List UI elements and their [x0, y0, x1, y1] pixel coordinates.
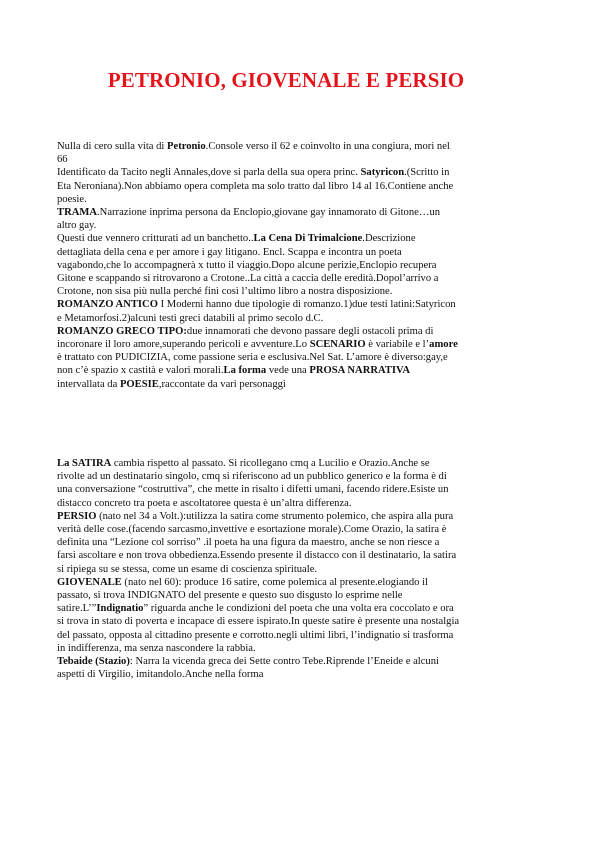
text-line — [57, 351, 543, 364]
text-line — [57, 285, 543, 298]
text-line — [57, 232, 543, 245]
section-satira — [57, 457, 543, 681]
text-run: definita una “Lezione col sorriso” .il poeta ha una figura da maestro, anche se non riesce a — [57, 537, 440, 549]
text-run: Eta Neroniana).Non abbiamo opera completa ma solo tratto dal libro 14 al 16.Contiene anche — [57, 180, 454, 192]
text-run: passato, si trova INDIGNATO del presente e questo suo disgusto lo esprime nelle — [57, 590, 403, 602]
text-run: satire.L’” — [57, 603, 97, 615]
text-run: ” riguarda anche le condizioni del poeta che una volta era coccolato e ora — [143, 603, 454, 615]
text-line — [57, 298, 543, 311]
text-run: e Metamorfosi.2)alcuni testi greci databili al primo secolo d.C. — [57, 312, 324, 324]
text-line — [57, 193, 543, 206]
text-line — [57, 497, 543, 510]
text-line — [57, 153, 543, 166]
text-run: distacco concreto tra poeta e ascoltatoree questa è un’altra differenza. — [57, 497, 352, 509]
text-run: Identificato da Tacito negli Annales,dove si parla della sua opera princ. — [57, 167, 361, 179]
section-petronio-romanzo — [57, 140, 543, 391]
text-line — [57, 510, 543, 523]
text-line — [57, 668, 543, 681]
bold-text-run: SCENARIO — [309, 339, 366, 351]
text-run: si trova in stato di poverta e incapace di essere ispirato.In queste satire è presente una nostalgia — [57, 616, 460, 628]
text-line — [57, 576, 543, 589]
text-line — [57, 470, 543, 483]
text-line — [57, 378, 543, 391]
text-run: incoronare il loro amore,superando pericoli e avventure.Lo — [57, 339, 310, 351]
text-run: I Moderni hanno due tipologie di romanzo.1)due testi latini:Satyricon — [157, 299, 456, 311]
text-run: (nato nel 34 a Volt.):utilizza la satira come strumento polemico, che aspira alla pura — [96, 510, 454, 522]
bold-text-run: TRAMA — [57, 207, 98, 219]
text-run: non c’è spazio x castità e valori morali. — [57, 365, 224, 377]
text-line — [57, 246, 543, 259]
page-title: PETRONIO, GIOVENALE E PERSIO — [107, 68, 465, 92]
bold-text-run: La forma — [223, 365, 267, 377]
text-run: .Console verso il 62 e coinvolto in una congiura, morì nel — [205, 141, 450, 152]
text-line — [57, 166, 543, 179]
text-run: verità delle cose.(facendo sarcasmo,invettive e esortazione morale).Come Orazio, la satira è — [57, 524, 447, 536]
text-run: in indifferenza, ma senza nascondere la rabbia. — [57, 642, 256, 654]
text-run: intervallata da — [57, 378, 120, 390]
text-line — [57, 549, 543, 562]
text-line — [57, 655, 543, 668]
text-run: è trattato con PUDICIZIA, come passione seria e esclusiva.Nel Sat. L’amore è diverso:gay,e — [57, 352, 448, 364]
text-line — [57, 602, 543, 615]
text-run: Questi due vennero critturati ad un banchetto.. — [57, 233, 254, 245]
text-run: Nulla di cero sulla vita di — [57, 141, 168, 152]
text-run: una conversazione “costruttiva”, che mette in risalto i difetti umani, facendo ridere.Esiste un — [57, 484, 449, 496]
text-run: rivolte ad un destinatario singolo, cmq si riferiscono ad un pubblico generico e la forma è di — [57, 471, 447, 483]
text-line — [57, 457, 543, 470]
text-run: farsi ascoltare e non trova obbedienza.Essendo presente il distacco con il destinatario, la satira — [57, 550, 457, 562]
text-line — [57, 272, 543, 285]
text-run: Gitone e scappando si ritrovarono a Crotone..La città a caccia delle eredità.Dopol’arrivo a — [57, 273, 439, 285]
text-run: aspetti di Virgilio, imitandolo.Anche nella forma — [57, 669, 264, 681]
text-run: altro gay. — [57, 220, 97, 232]
text-run: : Narra la vicenda greca dei Sette contro Tebe.Riprende l’Eneide e alcuni — [129, 656, 439, 668]
text-line — [57, 180, 543, 193]
text-line — [57, 483, 543, 496]
text-line — [57, 563, 543, 576]
text-line — [57, 259, 543, 272]
text-line — [57, 219, 543, 232]
text-run: vede una — [266, 365, 310, 377]
bold-text-run: amore — [429, 339, 458, 351]
text-line — [57, 523, 543, 536]
text-run: 66 — [57, 154, 68, 166]
bold-text-run: Tebaide (Stazio) — [57, 656, 130, 668]
bold-text-run: ROMANZO ANTICO — [57, 299, 158, 311]
text-run: poesie. — [57, 193, 87, 205]
bold-text-run: PROSA NARRATIVA — [309, 365, 410, 377]
text-run: .Descrizione — [362, 233, 416, 245]
text-line — [57, 536, 543, 549]
text-run: del passato, opposta al cittadino presente e corrotto.negli ultimi libri, l’indignatio si trasforma — [57, 629, 454, 641]
text-line — [57, 140, 543, 153]
bold-text-run: Satyricon — [360, 167, 405, 179]
text-run: .Narrazione inprima persona da Enclopio,giovane gay innamorato di Gitone…un — [97, 207, 441, 219]
text-run: .(Scritto in — [404, 167, 450, 179]
text-run: Crotone, non sisa più nulla perché finì così l’ultimo libro a nostra disposizione. — [57, 286, 393, 298]
text-run: due innamorati che devono passare degli ostacoli prima di — [186, 325, 434, 337]
text-line — [57, 629, 543, 642]
bold-text-run: GIOVENALE — [57, 576, 122, 588]
bold-text-run: ROMANZO GRECO TIPO: — [57, 325, 187, 337]
bold-text-run: POESIE — [119, 378, 159, 390]
text-run: si ripiega su se stessa, come un esame di coscienza spirituale. — [57, 563, 318, 575]
text-line — [57, 589, 543, 602]
text-run: ,raccontate da vari personaggi — [158, 378, 286, 390]
bold-text-run: Petronio — [167, 141, 206, 152]
text-line — [57, 615, 543, 628]
text-run: vagabondo,che lo accompagnerà x tutto il viaggio.Dopo alcune perizie,Enclopio recupera — [57, 259, 437, 271]
bold-text-run: La Cena Di Trimalcione — [253, 233, 363, 245]
text-line — [57, 312, 543, 325]
text-run: è variabile e l’ — [365, 339, 430, 351]
text-run: cambia rispetto al passato. Si ricollegano cmq a Lucilio e Orazio.Anche se — [111, 458, 430, 469]
text-run: (nato nel 60): produce 16 satire, come polemica al presente.elogiando il — [121, 576, 428, 588]
text-line — [57, 206, 543, 219]
bold-text-run: PERSIO — [57, 510, 97, 522]
bold-text-run: La SATIRA — [57, 458, 112, 469]
text-line — [57, 325, 543, 338]
text-run: dettagliata della cena e per amore i gay litigano. Encl. Scappa e incontra un poeta — [57, 246, 402, 258]
bold-text-run: Indignatio — [96, 603, 144, 615]
text-line — [57, 642, 543, 655]
text-line — [57, 338, 543, 351]
text-line — [57, 364, 543, 377]
